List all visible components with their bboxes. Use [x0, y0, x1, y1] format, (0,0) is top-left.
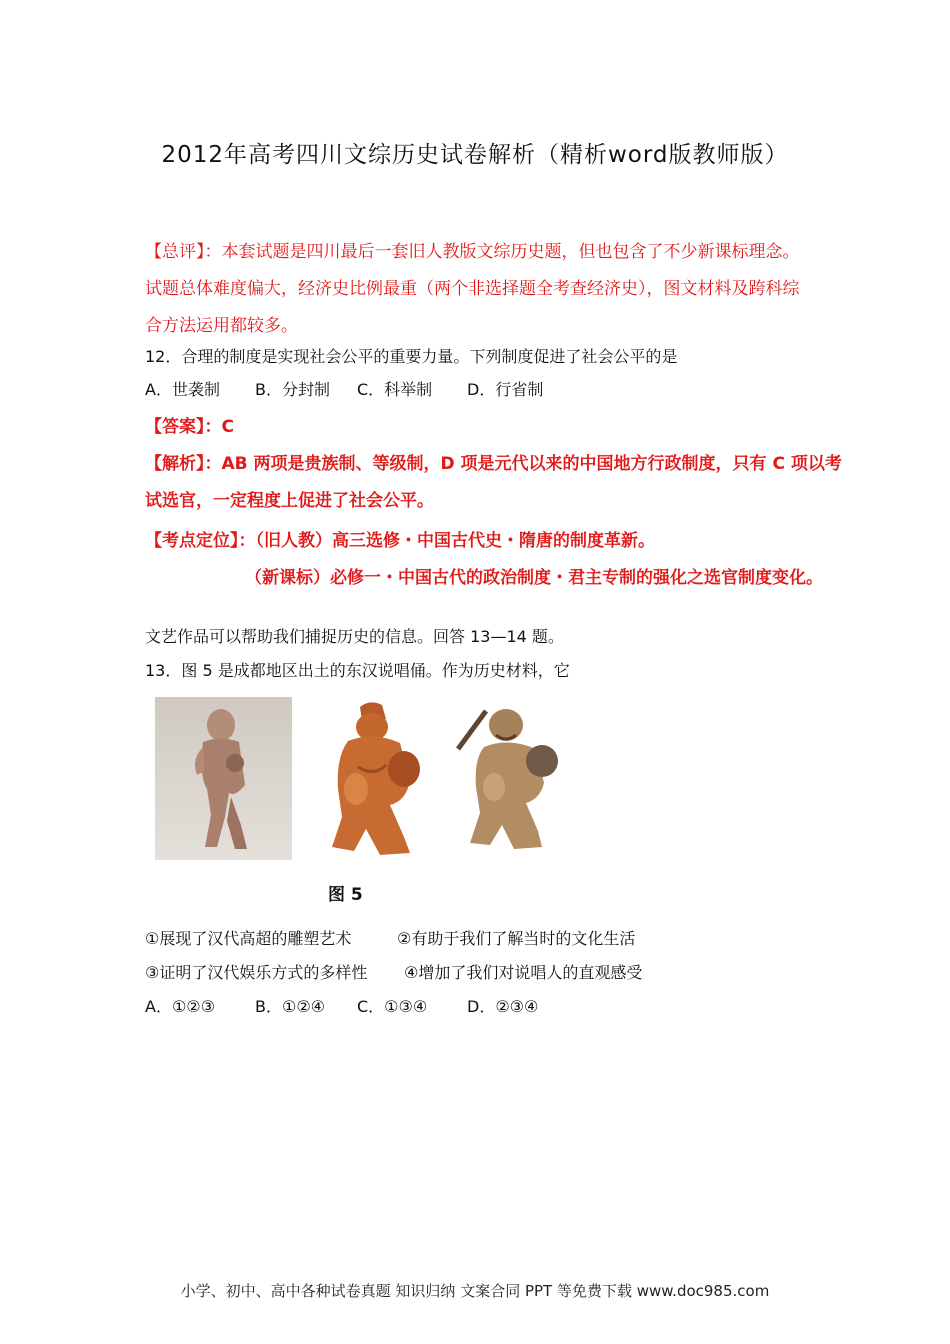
q12-option-b: B．分封制	[255, 380, 330, 399]
q12-analysis-line-1: 【解析】：AB 两项是贵族制、等级制，D 项是元代以来的中国地方行政制度，只有 C 项以考	[145, 454, 842, 474]
q13-option-c: C．①③④	[357, 997, 428, 1016]
q12-option-d: D．行省制	[467, 380, 544, 399]
q12-stem: 12．合理的制度是实现社会公平的重要力量。下列制度促进了社会公平的是	[145, 347, 678, 366]
q13-option-a: A．①②③	[145, 997, 215, 1016]
q13-option-b: B．①②④	[255, 997, 326, 1016]
figurine-2-drawing	[318, 697, 433, 862]
q13-item-4: ④增加了我们对说唱人的直观感受	[404, 963, 643, 982]
figurine-photo-3	[456, 697, 564, 855]
q12-point-line-2: （新课标）必修一・中国古代的政治制度・君主专制的强化之选官制度变化。	[245, 568, 823, 588]
q13-stem: 13．图 5 是成都地区出土的东汉说唱俑。作为历史材料，它	[145, 661, 570, 680]
figure-caption: 图 5	[328, 885, 363, 905]
q12-point-line-1: 【考点定位】：（旧人教）高三选修・中国古代史・隋唐的制度革新。	[145, 531, 655, 551]
figurine-photo-2	[318, 697, 433, 862]
q13-item-2: ②有助于我们了解当时的文化生活	[397, 929, 636, 948]
summary-line-3: 合方法运用都较多。	[145, 316, 298, 336]
figurine-1-drawing	[155, 697, 292, 860]
page-title: 2012年高考四川文综历史试卷解析（精析word版教师版）	[161, 142, 789, 168]
figurine-3-drawing	[456, 697, 564, 855]
q13-item-1: ①展现了汉代高超的雕塑艺术	[145, 929, 352, 948]
q13-item-3: ③证明了汉代娱乐方式的多样性	[145, 963, 368, 982]
summary-line-2: 试题总体难度偏大，经济史比例最重（两个非选择题全考查经济史），图文材料及跨科综	[145, 279, 800, 299]
q13-14-intro: 文艺作品可以帮助我们捕捉历史的信息。回答 13—14 题。	[145, 627, 564, 646]
page-footer: 小学、初中、高中各种试卷真题 知识归纳 文案合同 PPT 等免费下载 www.doc985.com	[180, 1282, 770, 1300]
q12-option-a: A．世袭制	[145, 380, 220, 399]
summary-line-1: 【总评】：本套试题是四川最后一套旧人教版文综历史题，但也包含了不少新课标理念。	[145, 242, 800, 262]
q13-option-d: D．②③④	[467, 997, 539, 1016]
figurine-photo-1	[155, 697, 292, 860]
q12-answer: 【答案】：C	[145, 417, 234, 437]
q12-option-c: C．科举制	[357, 380, 433, 399]
q12-analysis-line-2: 试选官，一定程度上促进了社会公平。	[145, 491, 434, 511]
